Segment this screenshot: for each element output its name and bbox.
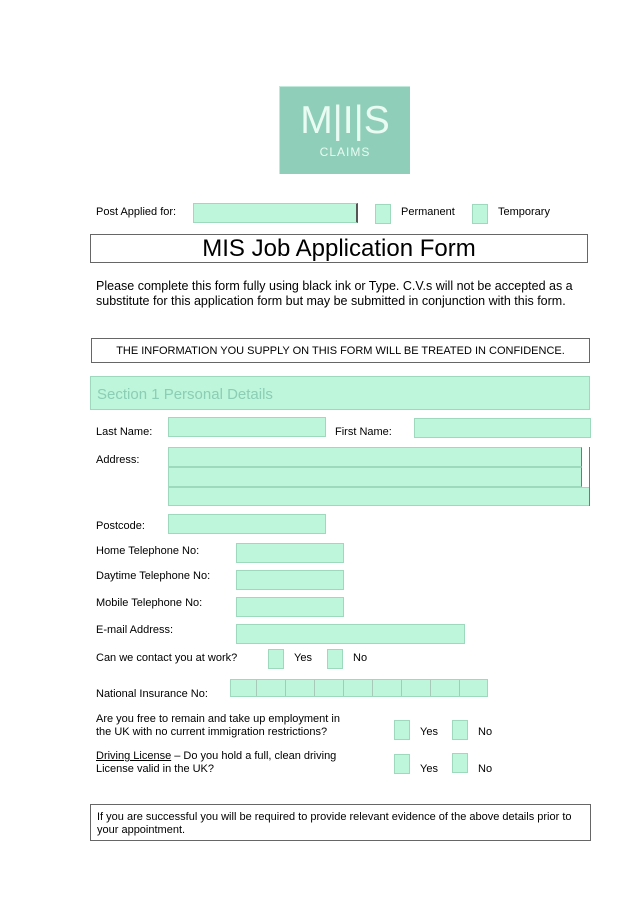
daytime-telephone-label: Daytime Telephone No: [96,570,211,582]
free-to-remain-yes-checkbox[interactable] [394,720,410,740]
ni-divider [256,680,257,696]
temporary-checkbox[interactable] [472,204,488,224]
contact-at-work-label: Can we contact you at work? [96,652,238,664]
driving-license-no-checkbox[interactable] [452,753,468,773]
national-insurance-input[interactable] [230,679,488,697]
address-label: Address: [96,454,140,466]
last-name-label: Last Name: [96,426,153,438]
form-title: MIS Job Application Form [202,235,476,262]
email-label: E-mail Address: [96,624,174,636]
ni-divider [430,680,431,696]
ni-divider [459,680,460,696]
temporary-label: Temporary [498,206,550,218]
email-input[interactable] [236,624,465,644]
driving-license-yes-label: Yes [420,763,438,775]
ni-divider [343,680,344,696]
intro-paragraph: Please complete this form fully using black ink or Type. C.V.s will not be accepted as a substitute for this application form but may be submitted in conjunction with this form. [96,279,573,308]
confidence-notice-box [91,338,590,363]
address-line-3-input[interactable] [168,487,590,506]
driving-license-title: Driving License [96,750,172,762]
home-telephone-input[interactable] [236,543,344,563]
driving-license-question: – Do you hold a full, clean driving [171,750,337,762]
post-applied-input[interactable] [193,203,358,223]
logo-mis-text: M|I|S [300,99,390,142]
first-name-input[interactable] [414,418,591,438]
free-to-remain-no-checkbox[interactable] [452,720,468,740]
mis-claims-logo [279,86,410,174]
first-name-label: First Name: [335,426,392,438]
contact-at-work-yes-checkbox[interactable] [268,649,284,669]
permanent-checkbox[interactable] [375,204,391,224]
daytime-telephone-input[interactable] [236,570,344,590]
contact-at-work-yes-label: Yes [294,652,312,664]
post-applied-label: Post Applied for: [96,206,177,218]
ni-divider [372,680,373,696]
evidence-note-box [90,804,591,841]
ni-divider [314,680,315,696]
driving-license-label-1 [96,750,336,763]
free-to-remain-no-label: No [478,726,493,738]
free-to-remain-yes-label: Yes [420,726,438,738]
ni-divider [285,680,286,696]
mobile-telephone-label: Mobile Telephone No: [96,597,203,609]
evidence-note: If you are successful you will be required to provide relevant evidence of the above details prior to your appointment. [97,811,572,836]
contact-at-work-no-label: No [353,652,368,664]
permanent-label: Permanent [401,206,455,218]
free-to-remain-label-1: Are you free to remain and take up employment in [96,713,340,725]
driving-license-no-label: No [478,763,493,775]
contact-at-work-no-checkbox[interactable] [327,649,343,669]
mobile-telephone-input[interactable] [236,597,344,617]
national-insurance-label: National Insurance No: [96,688,208,700]
home-telephone-label: Home Telephone No: [96,545,200,557]
section-1-title: Section 1 Personal Details [97,386,273,403]
form-title-box [90,234,588,263]
postcode-input[interactable] [168,514,326,534]
address-line-2-input[interactable] [168,467,582,487]
driving-license-label-2: License valid in the UK? [96,763,215,775]
section-1-header [90,376,590,410]
ni-divider [401,680,402,696]
driving-license-yes-checkbox[interactable] [394,754,410,774]
confidence-notice: THE INFORMATION YOU SUPPLY ON THIS FORM WILL BE TREATED IN CONFIDENCE. [116,345,565,357]
logo-claims-text: CLAIMS [319,145,371,159]
address-right-border [589,447,590,506]
address-line-1-input[interactable] [168,447,582,467]
last-name-input[interactable] [168,417,326,437]
postcode-label: Postcode: [96,520,145,532]
free-to-remain-label-2: the UK with no current immigration restrictions? [96,726,328,738]
